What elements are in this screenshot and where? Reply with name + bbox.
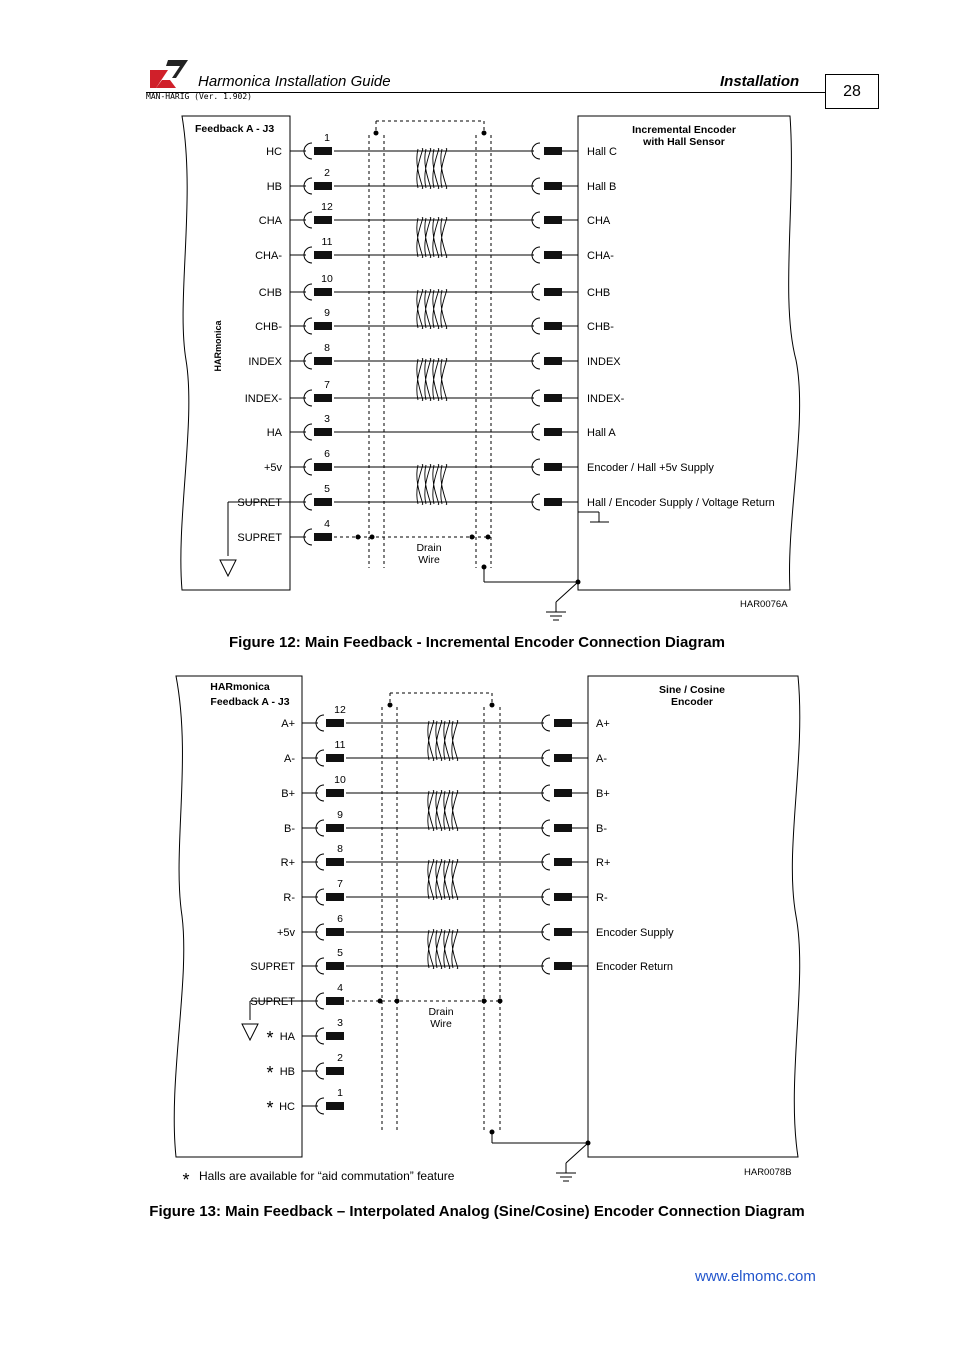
left-signal-label: SUPRET xyxy=(237,532,282,544)
right-signal-label: Hall B xyxy=(587,181,617,193)
connector-pin xyxy=(554,893,572,901)
pin-number: 10 xyxy=(334,774,346,786)
right-signal-label: Encoder Supply xyxy=(596,927,674,939)
left-signal-label: B- xyxy=(284,823,295,835)
right-module-subtitle: Encoder xyxy=(670,696,714,708)
left-signal-label: HB xyxy=(279,1066,295,1078)
pin-number: 5 xyxy=(324,483,330,495)
right-module-subtitle: with Hall Sensor xyxy=(643,136,725,148)
twisted-pair-symbol xyxy=(428,791,458,831)
left-signal-label: INDEX- xyxy=(244,393,282,405)
left-module-vertical-label: HARmonica xyxy=(213,320,223,372)
right-signal-label: R+ xyxy=(596,857,611,869)
encoder-module-outline xyxy=(588,676,800,1157)
junction-dot xyxy=(395,999,400,1004)
pin-number: 6 xyxy=(337,913,343,925)
drain-label: Drain xyxy=(416,542,442,554)
website-link[interactable]: www.elmomc.com xyxy=(695,1268,816,1285)
pin-number: 2 xyxy=(324,167,330,179)
connector-pin xyxy=(326,789,344,797)
connector-pin xyxy=(326,1102,344,1110)
connector-pin xyxy=(326,893,344,901)
junction-dot xyxy=(378,999,383,1004)
right-signal-label: Hall / Encoder Supply / Voltage Return xyxy=(587,497,775,509)
right-signal-label: CHA xyxy=(587,215,611,227)
connector-pin xyxy=(554,789,572,797)
figure-12-caption: Figure 12: Main Feedback - Incremental Encoder Connection Diagram xyxy=(229,634,725,651)
left-module-title: Feedback A - J3 xyxy=(195,123,275,135)
junction-dot xyxy=(498,999,503,1004)
figure-code: HAR0076A xyxy=(740,599,788,610)
right-signal-label: CHB xyxy=(587,287,611,299)
connector-pin xyxy=(326,754,344,762)
connector-pin xyxy=(554,719,572,727)
left-signal-label: HB xyxy=(266,181,282,193)
connector-pin xyxy=(326,858,344,866)
page-number: 28 xyxy=(825,74,879,109)
left-signal-label: A+ xyxy=(281,718,295,730)
pin-number: 1 xyxy=(337,1087,343,1099)
footnote-star: * xyxy=(182,1170,190,1190)
junction-dot xyxy=(482,999,487,1004)
section-title: Installation xyxy=(720,73,800,90)
left-signal-label: CHA- xyxy=(255,250,282,262)
figure-13-caption: Figure 13: Main Feedback – Interpolated Analog (Sine/Cosine) Encoder Connection Diagram xyxy=(149,1203,805,1220)
hall-footnote-star: * xyxy=(266,1028,274,1048)
connector-pin xyxy=(326,1067,344,1075)
right-signal-label: INDEX- xyxy=(587,393,625,405)
figure-code: HAR0078B xyxy=(744,1167,792,1178)
hall-footnote-star: * xyxy=(266,1098,274,1118)
right-module-title: Sine / Cosine xyxy=(659,684,725,696)
left-signal-label: R+ xyxy=(280,857,295,869)
twisted-pair-symbol xyxy=(428,930,458,969)
pin-number: 11 xyxy=(334,739,346,751)
pin-number: 7 xyxy=(324,379,330,391)
pin-number: 12 xyxy=(321,201,333,213)
connector-pin xyxy=(326,997,344,1005)
pin-number: 1 xyxy=(324,132,330,144)
left-signal-label: HC xyxy=(279,1101,295,1113)
left-signal-label: SUPRET xyxy=(250,961,295,973)
pin-number: 4 xyxy=(337,982,343,994)
left-signal-label: HA xyxy=(266,427,282,439)
pin-number: 12 xyxy=(334,704,346,716)
pin-number: 10 xyxy=(321,273,333,285)
right-signal-label: Hall C xyxy=(587,146,617,158)
connector-pin xyxy=(326,824,344,832)
left-signal-label: CHA xyxy=(258,215,282,227)
drain-label: Drain xyxy=(428,1006,454,1018)
right-signal-label: INDEX xyxy=(587,356,621,368)
junction-dot xyxy=(388,703,393,708)
drain-label: Wire xyxy=(418,554,440,566)
pin-number: 7 xyxy=(337,878,343,890)
left-signal-label: HA xyxy=(279,1031,295,1043)
hall-footnote-star: * xyxy=(266,1063,274,1083)
left-signal-label: HC xyxy=(266,146,282,158)
pin-number: 9 xyxy=(324,307,330,319)
twisted-pair-symbol xyxy=(428,721,458,761)
drain-label: Wire xyxy=(430,1018,452,1030)
left-signal-label: +5v xyxy=(276,927,295,939)
pin-number: 4 xyxy=(324,518,330,530)
right-signal-label: Encoder Return xyxy=(596,961,674,973)
right-signal-label: B- xyxy=(596,823,607,835)
document-version: MAN-HARIG (Ver. 1.902) xyxy=(146,92,252,101)
pin-number: 11 xyxy=(321,236,333,248)
right-signal-label: CHB- xyxy=(587,321,614,333)
left-signal-label: INDEX xyxy=(248,356,282,368)
right-signal-label: A+ xyxy=(596,718,610,730)
pin-number: 5 xyxy=(337,947,343,959)
pin-number: 6 xyxy=(324,448,330,460)
right-module-title: Incremental Encoder xyxy=(632,124,736,136)
pin-number: 3 xyxy=(324,413,330,425)
right-signal-label: R- xyxy=(596,892,608,904)
pin-number: 8 xyxy=(324,342,330,354)
pin-number: 2 xyxy=(337,1052,343,1064)
right-signal-label: CHA- xyxy=(587,250,614,262)
left-signal-label: SUPRET xyxy=(237,497,282,509)
left-module-subtitle: Feedback A - J3 xyxy=(210,696,290,708)
connector-pin xyxy=(554,754,572,762)
left-module-title: HARmonica xyxy=(210,681,270,693)
connector-pin xyxy=(554,928,572,936)
connector-pin xyxy=(554,962,572,970)
pin-number: 8 xyxy=(337,843,343,855)
junction-dot xyxy=(490,703,495,708)
document-title: Harmonica Installation Guide xyxy=(198,73,391,90)
connector-pin xyxy=(326,962,344,970)
right-signal-label: B+ xyxy=(596,788,610,800)
left-signal-label: CHB- xyxy=(255,321,282,333)
right-signal-label: Hall A xyxy=(587,427,616,439)
twisted-pair-symbol xyxy=(428,860,458,900)
right-signal-label: Encoder / Hall +5v Supply xyxy=(587,462,714,474)
left-signal-label: SUPRET xyxy=(250,996,295,1008)
left-signal-label: CHB xyxy=(258,287,282,299)
left-signal-label: +5v xyxy=(263,462,282,474)
footnote-text: Halls are available for “aid commutation” feature xyxy=(199,1169,455,1183)
connector-pin xyxy=(554,858,572,866)
right-signal-label: A- xyxy=(596,753,607,765)
connector-pin xyxy=(326,719,344,727)
pin-number: 9 xyxy=(337,809,343,821)
left-signal-label: R- xyxy=(283,892,295,904)
pin-number: 3 xyxy=(337,1017,343,1029)
left-signal-label: B+ xyxy=(281,788,295,800)
harmonica-module-outline xyxy=(174,676,302,1157)
left-signal-label: A- xyxy=(284,753,295,765)
connector-pin xyxy=(326,1032,344,1040)
connector-pin xyxy=(326,928,344,936)
connector-pin xyxy=(554,824,572,832)
